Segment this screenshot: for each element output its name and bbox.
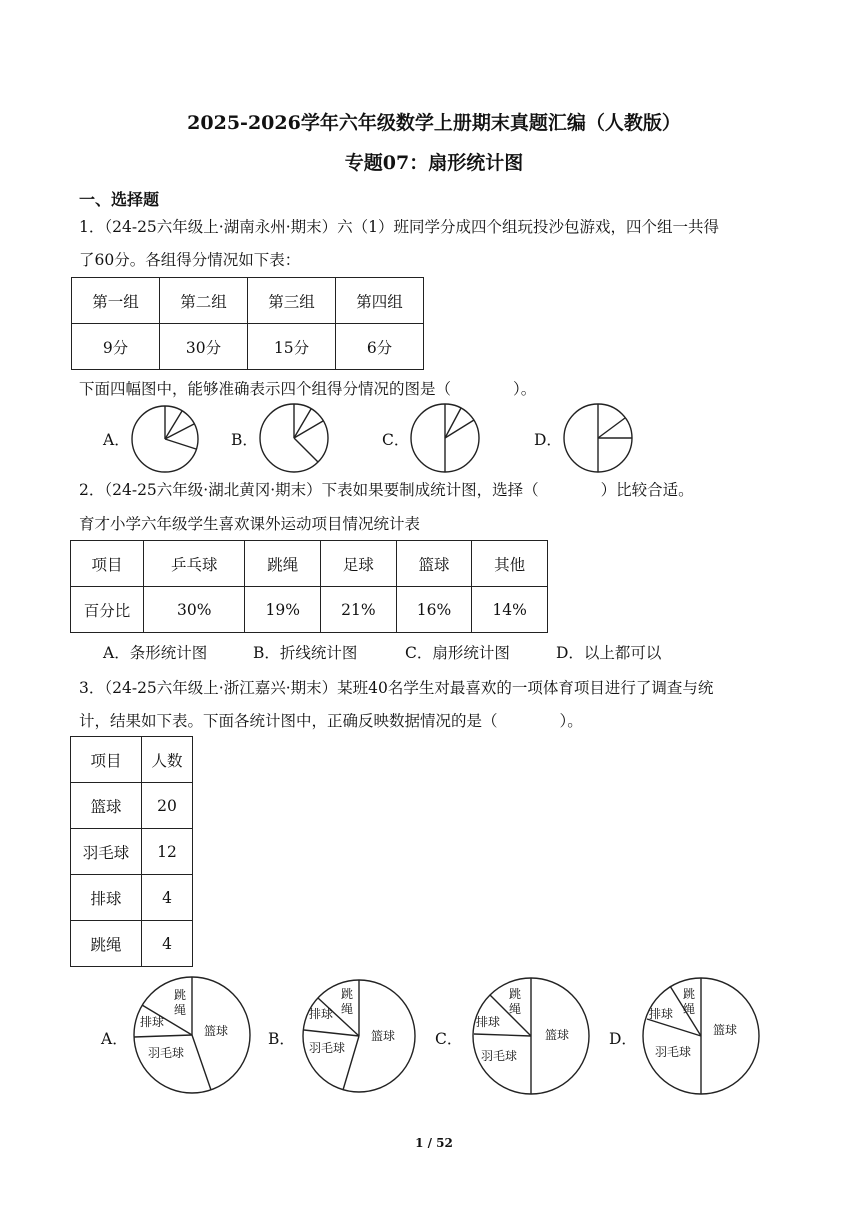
q1-option-a-label[interactable]: A． bbox=[103, 431, 130, 449]
table-cell: 4 bbox=[142, 921, 193, 967]
table-cell: 排球 bbox=[71, 875, 142, 921]
q2-sports-table bbox=[70, 540, 548, 633]
q1-score-table bbox=[71, 277, 424, 370]
table-cell: 19% bbox=[245, 587, 321, 633]
pie-divider bbox=[343, 1036, 359, 1090]
table-header-cell: 第二组 bbox=[160, 278, 248, 324]
q3-option-c-pie[interactable] bbox=[471, 976, 591, 1096]
q2-table-caption: 育才小学六年级学生喜欢课外运动项目情况统计表 bbox=[79, 515, 421, 533]
table-cell: 14% bbox=[472, 587, 548, 633]
table-cell: 9分 bbox=[72, 324, 160, 370]
pie-divider bbox=[598, 418, 625, 438]
table-header-cell: 乒乓球 bbox=[144, 541, 245, 587]
pie-label-basketball: 篮球 bbox=[371, 1029, 396, 1043]
table-cell: 30% bbox=[144, 587, 245, 633]
pie-divider bbox=[294, 438, 318, 462]
table-cell: 百分比 bbox=[71, 587, 144, 633]
q3-option-c-label[interactable]: C． bbox=[435, 1030, 463, 1048]
table-header-cell: 项目 bbox=[71, 541, 144, 587]
pie-label-volleyball: 排球 bbox=[649, 1007, 674, 1021]
table-cell: 15分 bbox=[248, 324, 336, 370]
pie-label-badminton: 羽毛球 bbox=[148, 1046, 185, 1060]
q3-option-a-pie[interactable] bbox=[132, 975, 252, 1095]
q2-option-a[interactable]: A．条形统计图 bbox=[103, 644, 208, 662]
table-cell: 羽毛球 bbox=[71, 829, 142, 875]
q2-option-d[interactable]: D．以上都可以 bbox=[556, 644, 662, 662]
q1-option-d-pie[interactable] bbox=[562, 402, 634, 474]
pie-divider bbox=[165, 439, 196, 449]
section-heading: 一、选择题 bbox=[79, 190, 160, 209]
pie-label-badminton: 羽毛球 bbox=[309, 1041, 346, 1055]
pie-label-basketball: 篮球 bbox=[713, 1023, 738, 1037]
q3-text-line2: 计，结果如下表。下面各统计图中，正确反映数据情况的是（ ）。 bbox=[79, 712, 583, 730]
pie-label-volleyball: 排球 bbox=[140, 1015, 165, 1029]
q2-option-b[interactable]: B．折线统计图 bbox=[253, 644, 358, 662]
table-header-cell: 第四组 bbox=[336, 278, 424, 324]
q1-option-d-label[interactable]: D． bbox=[534, 431, 562, 449]
table-header-cell: 篮球 bbox=[396, 541, 472, 587]
pie-label-rope: 跳 bbox=[683, 987, 696, 1001]
pie-label-rope: 绳 bbox=[683, 1002, 696, 1016]
table-header-cell: 足球 bbox=[321, 541, 397, 587]
pie-divider bbox=[474, 1034, 531, 1036]
pie-label-rope: 绳 bbox=[174, 1003, 187, 1017]
table-cell: 21% bbox=[321, 587, 397, 633]
q3-option-b-label[interactable]: B． bbox=[268, 1030, 295, 1048]
pie-label-basketball: 篮球 bbox=[545, 1028, 570, 1042]
q3-option-d-label[interactable]: D． bbox=[609, 1030, 637, 1048]
table-cell: 篮球 bbox=[71, 783, 142, 829]
q3-option-a-label[interactable]: A． bbox=[101, 1030, 128, 1048]
table-cell: 4 bbox=[142, 875, 193, 921]
table-cell: 16% bbox=[396, 587, 472, 633]
table-header-cell: 其他 bbox=[472, 541, 548, 587]
document-title: 2025-2026学年六年级数学上册期末真题汇编（人教版） bbox=[187, 112, 681, 134]
table-cell: 30分 bbox=[160, 324, 248, 370]
document-subtitle: 专题07：扇形统计图 bbox=[344, 152, 524, 174]
pie-label-rope: 跳 bbox=[174, 988, 187, 1002]
table-header-cell: 第一组 bbox=[72, 278, 160, 324]
pie-divider bbox=[134, 1035, 192, 1037]
pie-label-badminton: 羽毛球 bbox=[655, 1045, 692, 1059]
q2-option-c[interactable]: C．扇形统计图 bbox=[405, 644, 510, 662]
table-cell: 20 bbox=[142, 783, 193, 829]
table-cell: 跳绳 bbox=[71, 921, 142, 967]
q3-option-b-pie[interactable] bbox=[301, 978, 417, 1094]
pie-divider bbox=[647, 1019, 701, 1036]
q1-prompt: 下面四幅图中，能够准确表示四个组得分情况的图是（ ）。 bbox=[79, 380, 537, 398]
table-cell: 12 bbox=[142, 829, 193, 875]
table-header-cell: 跳绳 bbox=[245, 541, 321, 587]
q1-option-c-pie[interactable] bbox=[409, 402, 481, 474]
q1-option-c-label[interactable]: C． bbox=[382, 431, 410, 449]
pie-label-badminton: 羽毛球 bbox=[481, 1049, 518, 1063]
q1-text-line2: 了60分。各组得分情况如下表： bbox=[79, 251, 301, 269]
q3-count-table bbox=[70, 736, 193, 967]
pie-label-rope: 跳 bbox=[341, 987, 354, 1001]
q1-option-b-pie[interactable] bbox=[258, 402, 330, 474]
q1-text-line1: 1．（24-25六年级上·湖南永州·期末）六（1）班同学分成四个组玩投沙包游戏，四个组一共得 bbox=[79, 218, 720, 236]
pie-divider bbox=[304, 1030, 359, 1036]
pie-label-volleyball: 排球 bbox=[476, 1015, 501, 1029]
pie-label-rope: 绳 bbox=[509, 1002, 522, 1016]
pie-label-rope: 跳 bbox=[509, 987, 522, 1001]
page-number: 1 / 52 bbox=[415, 1136, 453, 1150]
q2-text-line1: 2．（24-25六年级·湖北黄冈·期末）下表如果要制成统计图，选择（ ）比较合适。 bbox=[79, 481, 694, 499]
table-header-cell: 第三组 bbox=[248, 278, 336, 324]
q3-text-line1: 3．（24-25六年级上·浙江嘉兴·期末）某班40名学生对最喜欢的一项体育项目进行了调查与统 bbox=[79, 679, 714, 697]
pie-divider bbox=[192, 1035, 211, 1090]
table-header-cell: 人数 bbox=[142, 737, 193, 783]
pie-label-volleyball: 排球 bbox=[309, 1007, 334, 1021]
pie-label-basketball: 篮球 bbox=[204, 1024, 229, 1038]
table-cell: 6分 bbox=[336, 324, 424, 370]
pie-label-rope: 绳 bbox=[341, 1002, 354, 1016]
q3-option-d-pie[interactable] bbox=[641, 976, 761, 1096]
q1-option-a-pie[interactable] bbox=[130, 404, 200, 474]
q1-option-b-label[interactable]: B． bbox=[231, 431, 258, 449]
table-header-cell: 项目 bbox=[71, 737, 142, 783]
